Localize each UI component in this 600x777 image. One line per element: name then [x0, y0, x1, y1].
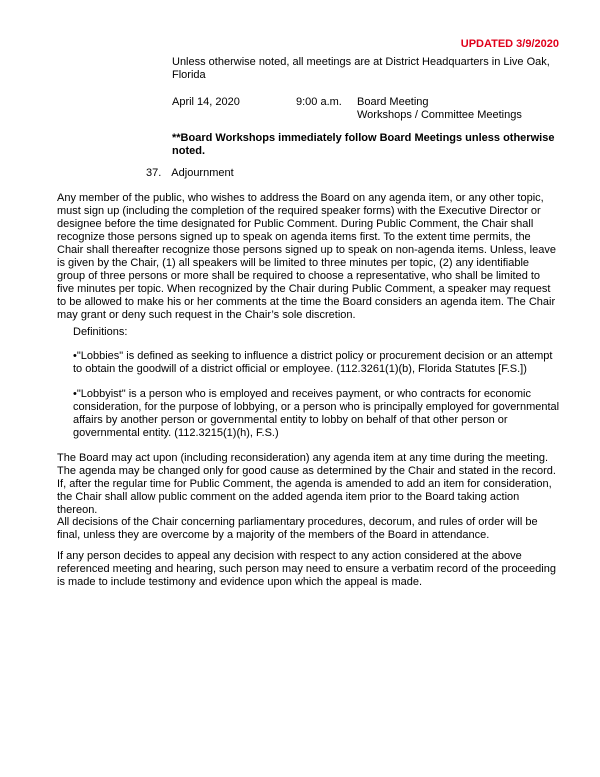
event-workshops: Workshops / Committee Meetings [357, 109, 522, 121]
agenda-item-adjournment [146, 167, 234, 180]
agenda-item-number: 37. [146, 167, 162, 179]
meeting-time: 9:00 a.m. [296, 96, 342, 108]
reconsideration-paragraph: The Board may act upon (including reconsideration) any agenda item at any time during the meeting. The agenda may be changed only for good cause as determined by the Chair and stated in the record. If, after the regular time for Public Comment, the agenda is amended to add an item for consideration, the Chair shall allow public comment on the added agenda item prior to the Board taking action thereon. [57, 452, 556, 516]
public-comment-paragraph: Any member of the public, who wishes to address the Board on any agenda item, or any other topic, must sign up (including the completion of the required speaker forms) with the Executive Director or designee before the time designated for Public Comment. During Public Comment, the Chair shall recognize those persons signed up to speak on agenda items first. To the extent time permits, the Chair shall thereafter recognize those persons signed up to speak on non-agenda items. Unless, leave is given by the Chair, (1) all speakers will be limited to three minutes per topic, (2) any identifiable group of three persons or more shall be required to choose a representative, who shall be limited to five minutes per topic. When recognized by the Chair during Public Comment, a speaker may request to be allowed to make his or her comments at the time the Board considers an agenda item. The Chair may grant or deny such request in the Chair’s sole discretion. [57, 192, 556, 321]
appeal-paragraph: If any person decides to appeal any decision with respect to any action considered at the above referenced meeting and hearing, such person may need to ensure a verbatim record of the proceeding is made to include testimony and evidence upon which the appeal is made. [57, 550, 556, 588]
location-note: Unless otherwise noted, all meetings are at District Headquarters in Live Oak, Florida [172, 56, 550, 81]
updated-stamp: UPDATED 3/9/2020 [460, 38, 559, 50]
workshop-note: **Board Workshops immediately follow Board Meetings unless otherwise noted. [172, 132, 555, 157]
chair-decisions-paragraph: All decisions of the Chair concerning parliamentary procedures, decorum, and rules of order will be final, unless they are overcome by a majority of the members of the Board in attendance. [57, 516, 538, 541]
definitions-heading: Definitions: [73, 326, 128, 338]
agenda-item-label: Adjournment [171, 167, 234, 179]
definition-lobbies: •"Lobbies" is defined as seeking to influence a district policy or procurement decision or an attempt to obtain the goodwill of a district official or employee. (112.3261(1)(b), Florida Statutes [F.S.]) [73, 350, 553, 375]
meeting-events [357, 96, 522, 122]
event-board-meeting: Board Meeting [357, 96, 429, 108]
definition-lobbyist: •"Lobbyist" is a person who is employed and receives payment, or who contracts for economic consideration, for the purpose of lobbying, or a person who is principally employed for governmental affairs by another person or governmental entity to lobby on behalf of that other person or governmental entity. (112.3215(1)(h), F.S.) [73, 388, 560, 439]
meeting-date: April 14, 2020 [172, 96, 240, 108]
